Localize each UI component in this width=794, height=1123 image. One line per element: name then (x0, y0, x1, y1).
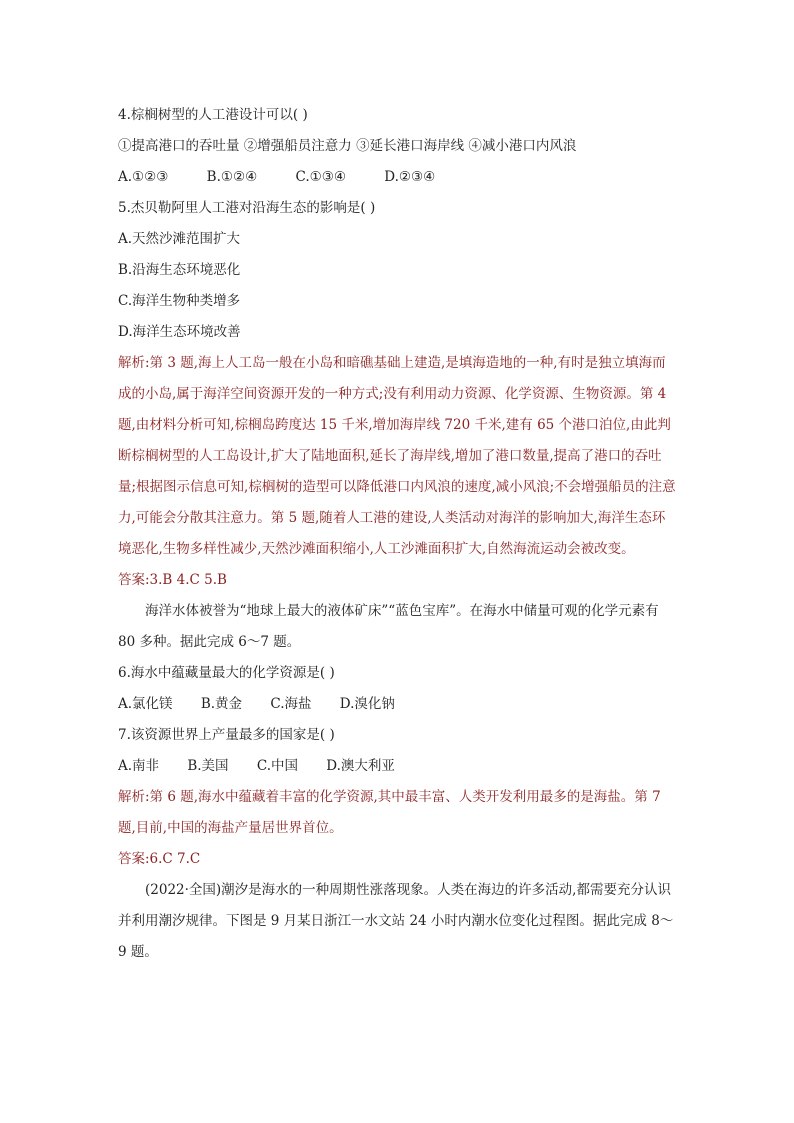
question-6-stem: 6.海水中蕴藏量最大的化学资源是( ) (118, 665, 335, 681)
option-b: B.黄金 (200, 696, 243, 712)
question-5-option-c: C.海洋生物种类增多 (118, 293, 241, 309)
option-c: C.①③④ (295, 169, 346, 185)
document-content (118, 100, 678, 968)
option-b: B.①②④ (206, 169, 258, 185)
question-5-option-d: D.海洋生态环境改善 (118, 324, 241, 340)
intro-6-7: 海洋水体被誉为“地球上最大的液体矿床”“蓝色宝库”。在海水中储量可观的化学元素有 80 多种。据此完成 6～7 题。 (118, 603, 659, 650)
question-5-option-b: B.沿海生态环境恶化 (118, 262, 241, 278)
question-4-stem: 4.棕榈树型的人工港设计可以( ) (118, 107, 308, 123)
question-7-stem: 7.该资源世界上产量最多的国家是( ) (118, 727, 335, 743)
option-a: A.南非 (118, 758, 160, 774)
option-b: B.美国 (187, 758, 229, 774)
option-d: D.溴化钠 (339, 696, 395, 712)
question-4-options (118, 162, 678, 193)
question-5-option-a: A.天然沙滩范围扩大 (118, 231, 241, 247)
question-6-options (118, 689, 678, 720)
intro-8-9: (2022·全国)潮汐是海水的一种周期性涨落现象。人类在海边的许多活动,都需要充分认识并利用潮汐规律。下图是 9 月某日浙江一水文站 24 小时内潮水位变化过程图。据此完成 8～9 题。 (118, 882, 674, 960)
option-a: A.①②③ (118, 169, 169, 185)
option-d: D.②③④ (384, 169, 436, 185)
question-7-options (118, 751, 678, 782)
question-4-choices: ①提高港口的吞吐量 ②增强船员注意力 ③延长港口海岸线 ④减小港口内风浪 (118, 138, 577, 154)
option-c: C.中国 (256, 758, 298, 774)
option-c: C.海盐 (270, 696, 312, 712)
analysis-3-5: 解析:第 3 题,海上人工岛一般在小岛和暗礁基础上建造,是填海造地的一种,有时是独立填海而成的小岛,属于海洋空间资源开发的一种方式;没有利用动力资源、化学资源、生物资源。第 4 题,由材料分析可知,棕榈岛跨度达 15 千米,增加海岸线 720 千米,建有 65 个港口泊位,由此判断棕榈树型的人工岛设计,扩大了陆地面积,延长了海岸线,增加了港口数量,提高了港口的吞吐量;根据图示信息可知,棕榈树的造型可以降低港口内风浪的速度,减小风浪;不会增强船员的注意力,可能会分散其注意力。第 5 题,随着人工港的建设,人类活动对海洋的影响加大,海洋生态环境恶化,生物多样性减少,天然沙滩面积缩小,人工沙滩面积扩大,自然海流运动会被改变。 (118, 355, 676, 557)
answer-6-7: 答案:6.C 7.C (118, 851, 201, 867)
question-5-stem: 5.杰贝勒阿里人工港对沿海生态的影响是( ) (118, 200, 376, 216)
option-d: D.澳大利亚 (326, 758, 395, 774)
answer-3-5: 答案:3.B 4.C 5.B (118, 572, 227, 588)
option-a: A.氯化镁 (118, 696, 173, 712)
analysis-6-7: 解析:第 6 题,海水中蕴藏着丰富的化学资源,其中最丰富、人类开发利用最多的是海盐。第 7 题,目前,中国的海盐产量居世界首位。 (118, 789, 661, 836)
